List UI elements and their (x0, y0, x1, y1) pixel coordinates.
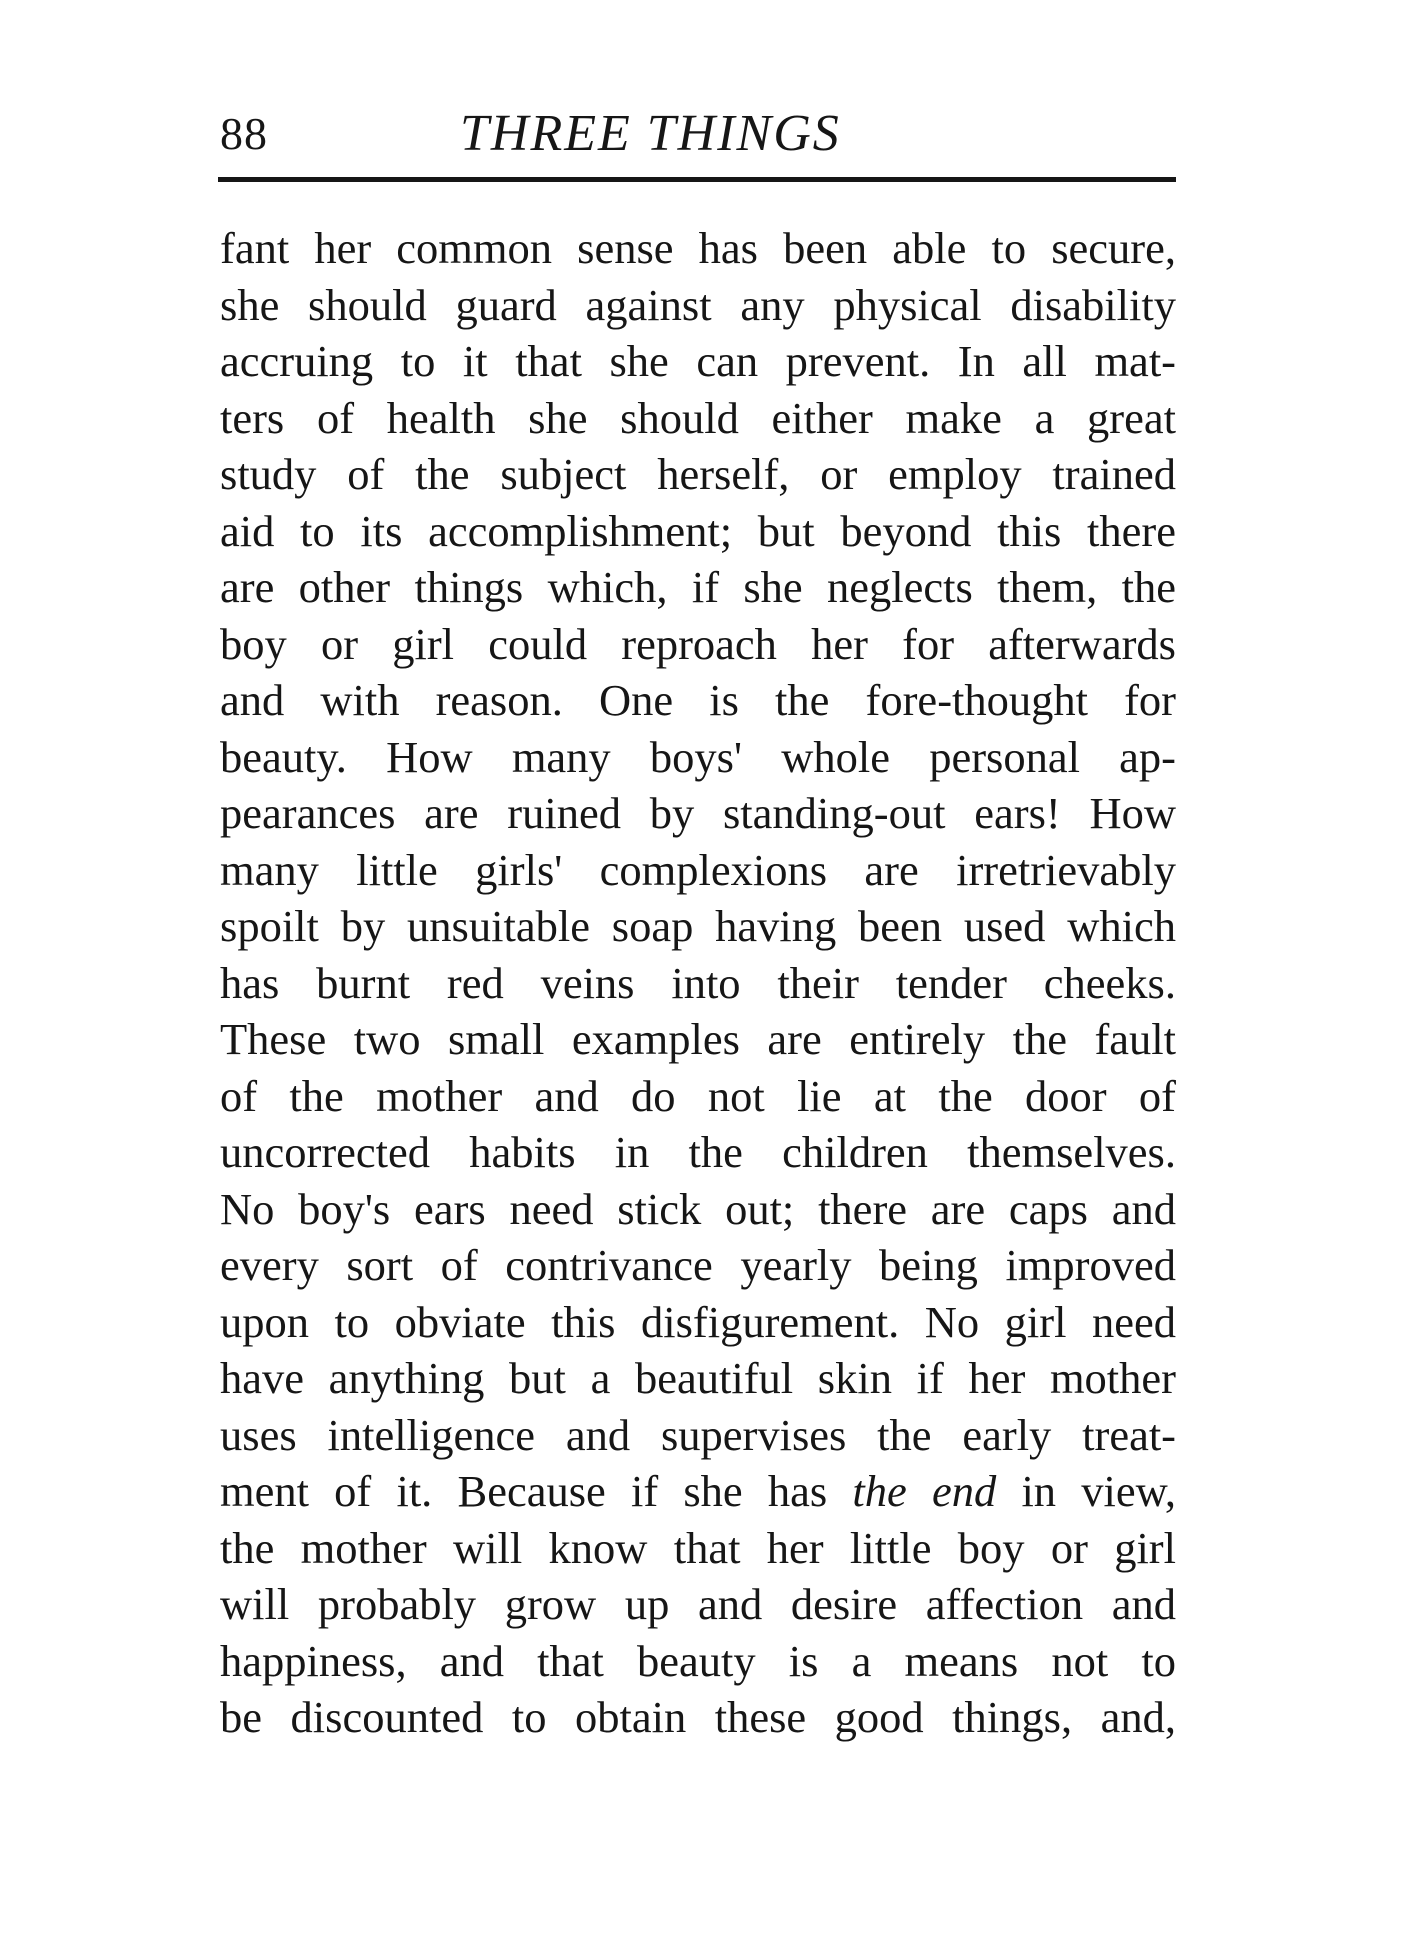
text-line: has burnt red veins into their tender cheeks. (220, 957, 1176, 1008)
running-title: THREE THINGS (460, 105, 841, 162)
text-line: accruing to it that she can prevent. In all mat- (220, 336, 1176, 386)
text-line: of the mother and do not lie at the door of (220, 1070, 1176, 1121)
running-head (220, 104, 1176, 164)
text-line: uses intelligence and supervises the early treat- (220, 1409, 1176, 1460)
text-line: happiness, and that beauty is a means not to (220, 1635, 1176, 1686)
text-line: will probably grow up and desire affection and (220, 1579, 1176, 1629)
text-line: aid to its accomplishment; but beyond this there (220, 505, 1176, 556)
text-line: fant her common sense has been able to secure, (220, 223, 1176, 273)
body-text (220, 220, 1176, 1746)
page-number: 88 (220, 108, 268, 159)
header-rule (218, 177, 1176, 182)
line-text-before: ment of it. Because if she has (220, 1466, 853, 1516)
italic-emphasis: the end (852, 1466, 997, 1516)
text-line: she should guard against any physical disability (220, 279, 1176, 330)
text-line: No boy's ears need stick out; there are caps and (220, 1183, 1176, 1234)
text-line: every sort of contrivance yearly being improved (220, 1240, 1176, 1290)
text-line: beauty. How many boys' whole personal ap- (220, 731, 1176, 782)
text-line: ters of health she should either make a great (220, 392, 1176, 443)
text-line: many little girls' complexions are irretrievably (220, 844, 1176, 895)
text-line: boy or girl could reproach her for afterwards (220, 618, 1176, 669)
text-line: upon to obviate this disfigurement. No girl need (220, 1296, 1176, 1347)
text-line: be discounted to obtain these good things, and, (220, 1692, 1176, 1742)
text-line: are other things which, if she neglects them, the (220, 562, 1176, 612)
text-line: pearances are ruined by standing-out ears! How (220, 788, 1176, 838)
text-line: and with reason. One is the fore-thought for (220, 675, 1176, 725)
text-line: have anything but a beautiful skin if her mother (220, 1353, 1176, 1403)
text-line: spoilt by unsuitable soap having been used which (220, 901, 1176, 951)
text-line-with-emphasis (220, 1463, 1176, 1520)
line-text-after: in view, (996, 1466, 1176, 1516)
text-line: the mother will know that her little boy or girl (220, 1522, 1176, 1573)
text-line: These two small examples are entirely the fault (220, 1014, 1176, 1064)
text-line: uncorrected habits in the children themselves. (220, 1127, 1176, 1177)
text-line: study of the subject herself, or employ trained (220, 449, 1176, 499)
